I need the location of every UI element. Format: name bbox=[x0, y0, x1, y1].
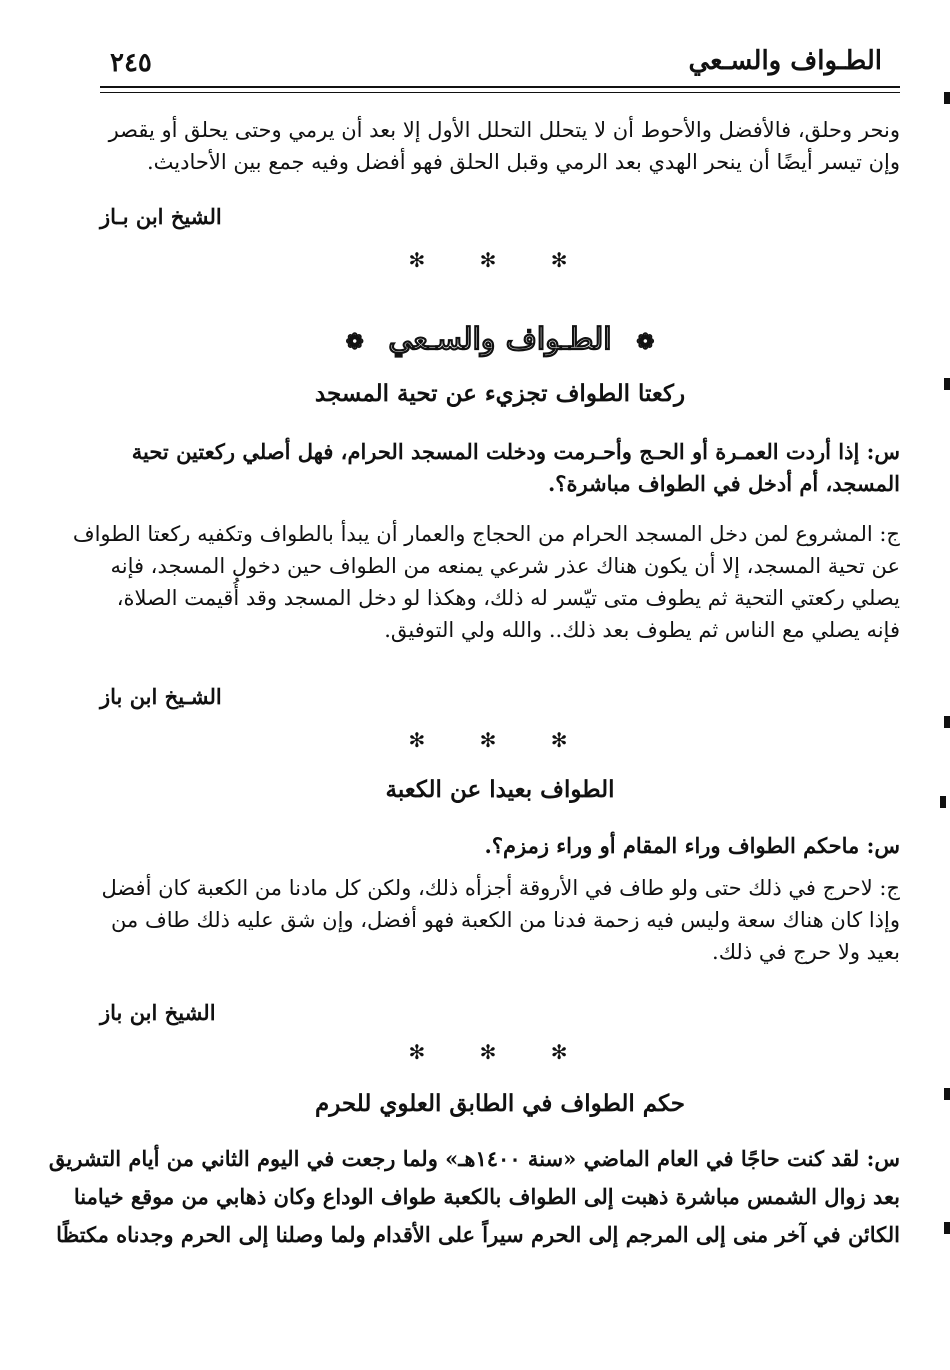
intro-paragraph bbox=[100, 114, 900, 178]
question-paragraph bbox=[100, 830, 900, 862]
section-title bbox=[100, 322, 900, 357]
ornament-icon: ❁ bbox=[636, 329, 655, 355]
signature: الشيخ ابن باز bbox=[100, 1000, 216, 1025]
separator-stars: ✻ ✻ ✻ bbox=[408, 728, 592, 752]
scan-margin-mark bbox=[944, 1222, 950, 1234]
scan-margin-mark bbox=[940, 796, 946, 808]
text-line: بعد زوال الشمس مباشرة ذهبت إلى الطواف بالكعبة طواف الوداع وكان ذهابي من موقع خيامنا bbox=[73, 1184, 900, 1209]
text-line: س: إذا أردت العمـرة أو الحـج وأحـرمت ودخلت المسجد الحرام، فهل أصلي ركعتين تحية bbox=[131, 439, 900, 464]
text-line: الكائن في آخر منى إلى المرجم إلى الحرم سيراً على الأقدام ولما وصلنا إلى الحرم وجدناه مكتظًا bbox=[56, 1222, 900, 1247]
signature: الشـيخ ابن باز bbox=[100, 684, 222, 709]
text-line: ج: المشروع لمن دخل المسجد الحرام من الحجاج والعمار أن يبدأ بالطواف وتكفيه ركعتا الطواف bbox=[72, 522, 900, 546]
topic-heading: ركعتا الطواف تجزيء عن تحية المسجد bbox=[314, 380, 686, 407]
text-line: فإنه يصلي مع الناس ثم يطوف بعد ذلك.. والله ولي التوفيق. bbox=[384, 618, 900, 642]
separator-stars: ✻ ✻ ✻ bbox=[408, 248, 592, 272]
signature: الشيخ ابن بـاز bbox=[100, 204, 222, 229]
question-paragraph bbox=[48, 1140, 900, 1254]
text-line: المسجد، أم أدخل في الطواف مباشرة؟. bbox=[547, 471, 900, 496]
scan-margin-mark bbox=[944, 378, 950, 390]
scan-margin-mark bbox=[944, 1088, 950, 1100]
section-title-text: الطـواف والسـعي bbox=[388, 322, 612, 357]
text-line: س: ماحكم الطواف وراء المقام أو وراء زمزم؟. bbox=[484, 833, 900, 858]
text-line: يصلي ركعتي التحية ثم يطوف متى تيّسر له ذلك، وهكذا لو دخل المسجد وقد أُقيمت الصلاة، bbox=[116, 586, 900, 610]
text-line: وإن تيسر أيضًا أن ينحر الهدي بعد الرمي وقبل الحلق فهو أفضل وفيه جمع بين الأحاديث. bbox=[147, 150, 900, 174]
topic-heading: حكم الطواف في الطابق العلوي للحرم bbox=[314, 1090, 686, 1117]
question-paragraph bbox=[100, 436, 900, 500]
text-line: ج: لاحرج في ذلك حتى ولو طاف في الأروقة أجزأه ذلك، ولكن كل مادنا من الكعبة كان أفضل bbox=[101, 876, 900, 900]
topic-heading: الطواف بعيدا عن الكعبة bbox=[385, 776, 615, 803]
header-rule-thick bbox=[100, 86, 900, 88]
text-line: س: لقد كنت حاجًا في العام الماضي «سنة ١٤٠٠هـ» ولما رجعت في اليوم الثاني من أيام التشريق bbox=[48, 1146, 900, 1171]
separator-stars: ✻ ✻ ✻ bbox=[408, 1040, 592, 1064]
page-number: ٢٤٥ bbox=[110, 48, 152, 78]
answer-paragraph bbox=[72, 518, 900, 646]
scan-margin-mark bbox=[944, 92, 950, 104]
running-header-title: الطـواف والسـعي bbox=[688, 46, 882, 76]
answer-paragraph bbox=[100, 872, 900, 968]
text-line: ونحر وحلق، فالأفضل والأحوط أن لا يتحلل التحلل الأول إلا بعد أن يرمي وحتى يحلق أو يقصر bbox=[108, 118, 900, 142]
ornament-icon: ❁ bbox=[345, 329, 364, 355]
text-line: بعيد ولا حرج في ذلك. bbox=[712, 940, 900, 964]
running-header bbox=[100, 38, 900, 84]
text-line: عن تحية المسجد، إلا أن يكون هناك عذر شرعي يمنعه من الطواف حين دخول المسجد، فإنه bbox=[110, 554, 900, 578]
scan-margin-mark bbox=[944, 716, 950, 728]
text-line: وإذا كان هناك سعة وليس فيه زحمة فدنا من الكعبة فهو أفضل، وإن شق عليه ذلك طاف من bbox=[111, 908, 900, 932]
document-page bbox=[48, 0, 900, 1370]
header-rule-thin bbox=[100, 92, 900, 93]
